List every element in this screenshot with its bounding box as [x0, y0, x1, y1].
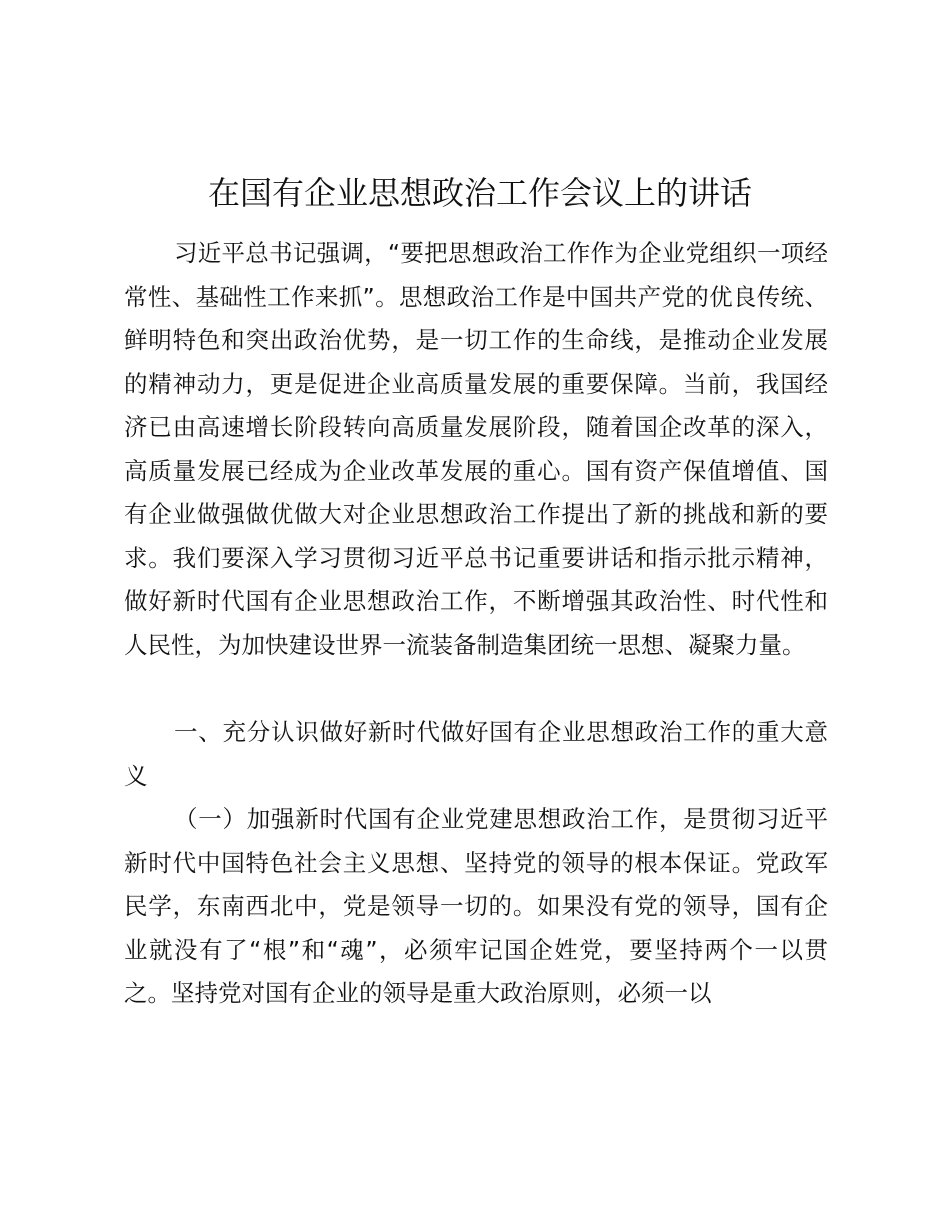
section-heading: 一、充分认识做好新时代做好国有企业思想政治工作的重大意义 [124, 718, 828, 790]
subsection-paragraph: （一）加强新时代国有企业党建思想政治工作，是贯彻习近平新时代中国特色社会主义思想、坚持党的领导的根本保证。党政军民学，东南西北中，党是领导一切的。如果没有党的领导，国有企业就没有了“根”和“魂”，必须牢记国企姓党，要坚持两个一以贯之。坚持党对国有企业的领导是重大政治原则，必须一以 [124, 805, 828, 1007]
intro-paragraph: 习近平总书记强调，“要把思想政治工作作为企业党组织一项经常性、基础性工作来抓”。思想政治工作是中国共产党的优良传统、鲜明特色和突出政治优势，是一切工作的生命线，是推动企业发展的精神动力，更是促进企业高质量发展的重要保障。当前，我国经济已由高速增长阶段转向高质量发展阶段，随着国企改革的深入，高质量发展已经成为企业改革发展的重心。国有资产保值增值、国有企业做强做优做大对企业思想政治工作提出了新的挑战和新的要求。我们要深入学习贯彻习近平总书记重要讲话和指示批示精神，做好新时代国有企业思想政治工作，不断增强其政治性、时代性和人民性，为加快建设世界一流装备制造集团统一思想、凝聚力量。 [124, 239, 828, 659]
document-title: 在国有企业思想政治工作会议上的讲话 [207, 174, 752, 212]
